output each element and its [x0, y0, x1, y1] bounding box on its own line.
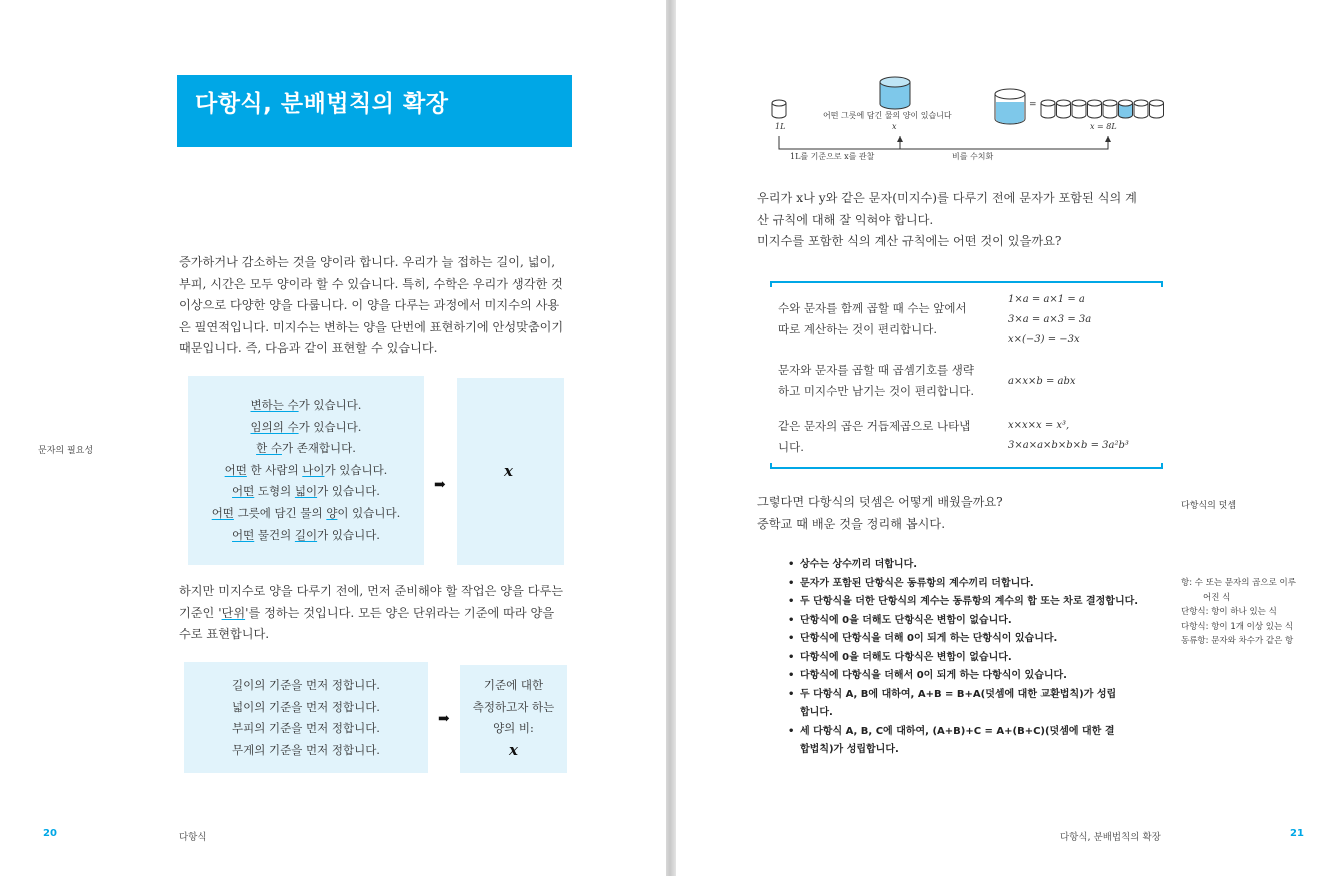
list-item — [786, 667, 1156, 686]
text-segment: 가 있습니다. — [298, 419, 362, 434]
rule-line: 따로 계산하는 것이 편리합니다. — [778, 322, 938, 336]
list-item — [786, 556, 1156, 575]
rule-1-math — [1008, 290, 1091, 350]
list-item-text: • 다항식에 다항식을 더해서 0이 되게 하는 다항식이 있습니다. — [800, 670, 1067, 681]
underlined-term: 단위 — [221, 605, 246, 620]
rule-line: 수와 문자를 함께 곱할 때 수는 앞에서 — [778, 301, 967, 315]
text-segment: 하지만 미지수로 양을 다루기 전에, 먼저 준비해야 할 작업은 양을 다루는 — [179, 584, 564, 598]
cup-row — [1041, 100, 1164, 118]
title-banner — [177, 75, 572, 147]
math-line: 1×a = a×1 = a — [1008, 294, 1085, 305]
text-segment: 가 있습니다. — [317, 527, 380, 542]
unknown-box — [457, 378, 564, 565]
intro-line: 산 규칙에 대해 잘 익혀야 합니다. — [757, 212, 934, 227]
text-segment: 그릇에 담긴 물의 — [233, 505, 327, 520]
right-page — [676, 0, 1338, 876]
list-item-text: • 단항식에 0을 더해도 단항식은 변함이 없습니다. — [800, 614, 1012, 626]
rule-1-desc — [778, 298, 998, 340]
math-line: a×x×b = abx — [1008, 376, 1076, 387]
list-item — [786, 593, 1156, 612]
label-x: x — [892, 122, 897, 131]
list-item — [786, 649, 1156, 668]
text-segment: 물건의 — [254, 527, 295, 542]
quantity-example-line — [188, 417, 424, 439]
quantity-example-line — [188, 481, 424, 503]
ratio-text — [460, 665, 567, 761]
list-item — [786, 630, 1156, 649]
label-1l: 1L — [775, 122, 786, 131]
quantity-examples-box — [188, 376, 424, 565]
paragraph-line — [179, 603, 572, 625]
quantity-examples-list — [188, 376, 424, 546]
paragraph-line — [179, 581, 572, 603]
list-item-text: • 다항식에 0을 더해도 다항식은 변함이 없습니다. — [800, 651, 1012, 663]
liter-cup-icon — [1041, 100, 1055, 118]
rule-2-desc — [778, 360, 998, 402]
rule-line: 하고 미지수만 남기는 것이 편리합니다. — [778, 384, 975, 398]
one-liter-cup-icon — [772, 100, 786, 118]
rule-line: 문자와 문자를 곱할 때 곱셈기호를 생략 — [778, 363, 975, 377]
quantity-example-line — [188, 525, 424, 547]
list-item — [786, 686, 1156, 723]
unit-standard-line: 넓이의 기준을 먼저 정합니다. — [232, 699, 380, 714]
list-item-text: • 두 단항식을 더한 단항식의 계수는 동류항의 계수의 합 또는 차로 결정합니다. — [800, 596, 1139, 607]
rule-2-math — [1008, 372, 1076, 392]
quantity-example-line — [188, 460, 424, 482]
intro-paragraph — [179, 252, 572, 360]
rule-3-desc — [778, 416, 998, 458]
intro-line: 부피, 시간은 모두 양이라 할 수 있습니다. 특히, 수학은 우리가 생각한 것 — [179, 276, 563, 291]
list-item-text: • 문자가 포함된 단항식은 동류항의 계수끼리 더합니다. — [800, 577, 1034, 589]
large-container-icon — [995, 89, 1025, 124]
left-page — [0, 0, 666, 876]
list-item — [786, 575, 1156, 594]
quantity-example-line — [188, 438, 424, 460]
intro-line: 이상으로 다양한 양을 다룹니다. 이 양을 다루는 과정에서 미지수의 사용 — [179, 298, 560, 312]
calc-rules-box — [770, 281, 1163, 469]
intro-line: 우리가 x나 y와 같은 문자(미지수)를 다루기 전에 문자가 포함된 식의 계 — [757, 191, 1137, 205]
label-x-8l: x = 8L — [1090, 122, 1117, 131]
underlined-term: 한 수 — [256, 441, 282, 456]
rule-line: 니다. — [778, 440, 804, 454]
unit-standard-line: 무게의 기준을 먼저 정합니다. — [232, 742, 380, 757]
ratio-variable: x — [509, 740, 518, 759]
liter-cup-icon — [1103, 100, 1117, 118]
ratio-line: 양의 비: — [493, 721, 534, 735]
ratio-box — [460, 665, 567, 773]
text-segment: 가 있습니다. — [298, 398, 362, 412]
page-number-right: 21 — [1290, 828, 1304, 839]
label-observe: 1L를 기준으로 x를 관찰 — [790, 152, 875, 161]
liter-cup-icon — [1150, 100, 1164, 118]
definition-line: 항: 수 또는 문자의 곱으로 이루 — [1181, 578, 1296, 588]
rule-line: 같은 문자의 곱은 거듭제곱으로 나타냅 — [778, 419, 971, 433]
math-line: 3×a×a×b×b×b = 3a²b³ — [1008, 440, 1129, 451]
question-line: 그렇다면 다항식의 덧셈은 어떻게 배웠을까요? — [757, 495, 1003, 509]
unit-standard-line: 길이의 기준을 먼저 정합니다. — [232, 678, 380, 692]
math-line: x×x×x = x³, — [1008, 420, 1070, 431]
text-segment: 가 있습니다. — [324, 462, 388, 477]
rule-3-math — [1008, 416, 1129, 456]
list-item-text: • 두 다항식 A, B에 대하여, A+B = B+A(덧셈에 대한 교환법칙)가 성립 — [800, 688, 1117, 700]
liter-cup-icon — [1119, 100, 1133, 118]
margin-label-necessity: 문자의 필요성 — [38, 446, 94, 456]
term-definitions — [1181, 576, 1331, 649]
list-item-text: • 상수는 상수끼리 더합니다. — [800, 559, 918, 570]
definition-line: 동류항: 문자와 차수가 같은 항 — [1181, 636, 1294, 647]
list-item-text: 합니다. — [800, 707, 833, 718]
ratio-line: 기준에 대한 — [483, 678, 544, 692]
unit-paragraph — [179, 581, 572, 646]
label-ratio: 비를 수치화 — [952, 152, 994, 161]
water-container-icon — [880, 77, 910, 109]
math-line: x×(−3) = −3x — [1008, 334, 1080, 345]
book-gutter — [666, 0, 676, 876]
text-segment: '를 정하는 것입니다. 모든 양은 단위라는 기준에 따라 양을 — [245, 605, 555, 620]
intro-line: 증가하거나 감소하는 것을 양이라 합니다. 우리가 늘 접하는 길이, 넓이, — [179, 255, 556, 269]
underlined-term: 어떤 — [232, 484, 255, 499]
rules-intro — [757, 188, 1164, 253]
underlined-term: 어떤 — [224, 462, 247, 477]
quantity-example-line — [188, 503, 424, 525]
underlined-term: 임의의 수 — [250, 419, 299, 434]
page-title: 다항식, 분배법칙의 확장 — [195, 91, 449, 117]
unit-standard-line: 부피의 기준을 먼저 정합니다. — [232, 721, 380, 735]
addition-question — [757, 492, 1164, 535]
question-line: 중학교 때 배운 것을 정리해 봅시다. — [757, 516, 946, 531]
text-segment: 이 있습니다. — [337, 505, 401, 520]
arrow-right-icon: ➡ — [434, 477, 446, 493]
math-line: 3×a = a×3 = 3a — [1008, 314, 1092, 325]
underlined-term: 양 — [326, 505, 338, 520]
liter-cup-icon — [1088, 100, 1102, 118]
definition-line: 다항식: 항이 1개 이상 있는 식 — [1181, 621, 1294, 632]
intro-line: 은 필연적입니다. 미지수는 변하는 양을 단번에 표현하기에 안성맞춤이기 — [179, 319, 564, 334]
text-segment: 수로 표현합니다. — [179, 627, 270, 641]
underlined-term: 어떤 — [232, 527, 255, 542]
text-segment: 가 있습니다. — [317, 484, 380, 499]
underlined-term: 넓이 — [294, 484, 318, 499]
liter-cup-icon — [1072, 100, 1086, 118]
underlined-term: 변하는 수 — [250, 398, 299, 412]
unit-standards-box — [184, 662, 428, 773]
paragraph-line — [179, 624, 572, 646]
list-item-text: 합법칙)가 성립합니다. — [800, 744, 899, 755]
list-item-text: • 세 다항식 A, B, C에 대하여, (A+B)+C = A+(B+C)(덧셈에 대한 결 — [800, 725, 1115, 737]
addition-rules-list — [786, 556, 1156, 760]
list-item — [786, 723, 1156, 760]
intro-line: 때문입니다. 즉, 다음과 같이 표현할 수 있습니다. — [179, 341, 438, 355]
footer-left: 다항식 — [179, 832, 207, 843]
intro-line: 미지수를 포함한 식의 계산 규칙에는 어떤 것이 있을까요? — [757, 234, 1062, 248]
definition-line: 어진 식 — [1203, 592, 1231, 603]
text-segment: 기준인 ' — [179, 605, 222, 620]
definition-line: 단항식: 항이 하나 있는 식 — [1181, 607, 1277, 618]
text-segment: 한 사람의 — [246, 462, 303, 477]
liter-cup-icon — [1134, 100, 1148, 118]
list-item-text: • 단항식에 단항식을 더해 0이 되게 하는 단항식이 있습니다. — [800, 633, 1058, 644]
list-item — [786, 612, 1156, 631]
equals-sign: = — [1029, 100, 1037, 110]
water-caption: 어떤 그릇에 담긴 물의 양이 있습니다 — [823, 111, 952, 120]
liter-cup-icon — [1057, 100, 1071, 118]
text-segment: 가 존재합니다. — [281, 441, 356, 456]
page-number-left: 20 — [43, 828, 57, 839]
unknown-variable: x — [504, 462, 513, 480]
arrow-right-icon: ➡ — [438, 711, 450, 727]
footer-right: 다항식, 분배법칙의 확장 — [1060, 832, 1161, 843]
unit-standards-list — [184, 662, 428, 761]
quantity-example-line — [188, 395, 424, 417]
underlined-term: 길이 — [294, 527, 318, 542]
underlined-term: 나이 — [302, 462, 325, 477]
underlined-term: 어떤 — [211, 505, 234, 520]
ratio-line: 측정하고자 하는 — [472, 699, 555, 714]
margin-label-addition: 다항식의 덧셈 — [1181, 501, 1237, 511]
text-segment: 도형의 — [254, 484, 295, 499]
